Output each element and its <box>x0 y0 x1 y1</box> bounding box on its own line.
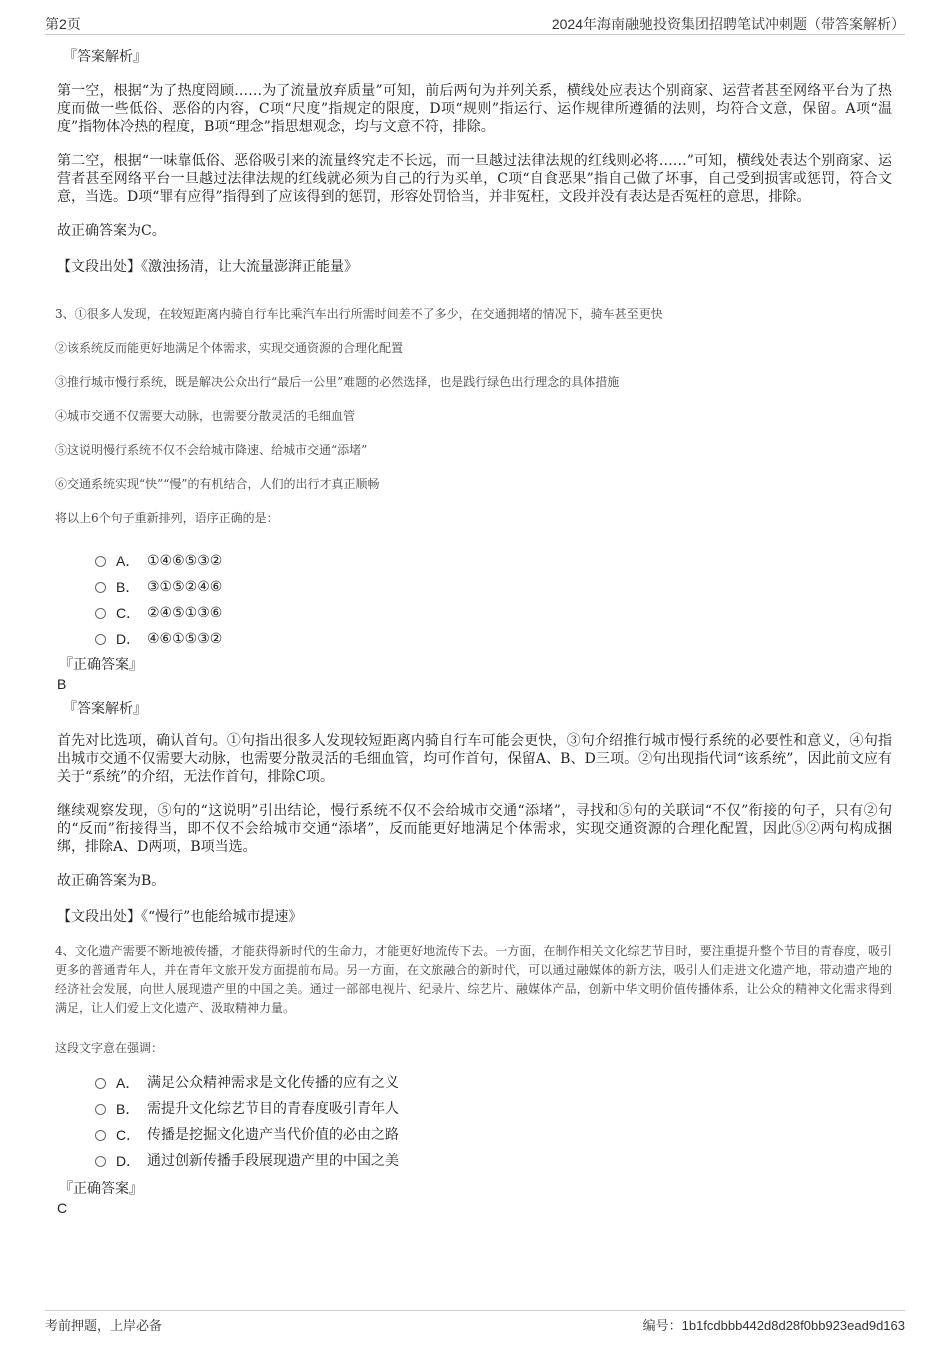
q4-option-b[interactable]: B． 需提升文化综艺节目的青春度吸引青年人 <box>95 1096 892 1122</box>
q3-analysis-label: 『答案解析』 <box>63 701 147 717</box>
q4-options <box>95 1070 892 1174</box>
page-footer <box>45 1310 905 1337</box>
q3-answer: B <box>57 676 67 692</box>
q4-option-a[interactable]: A． 满足公众精神需求是文化传播的应有之义 <box>95 1070 892 1096</box>
q3-sentence: ⑥交通系统实现“快”“慢”的有机结合，人们的出行才真正顺畅 <box>55 477 380 491</box>
q3-sentence: ④城市交通不仅需要大动脉，也需要分散灵活的毛细血管 <box>55 409 356 423</box>
q3-sentence: ②该系统反而能更好地满足个体需求，实现交通资源的合理化配置 <box>55 341 404 355</box>
q3-answer-label: 『正确答案』 <box>59 657 143 673</box>
q3-source: 【文段出处】《“慢行”也能给城市提速》 <box>57 909 303 925</box>
q3-conclusion: 故正确答案为B。 <box>57 873 166 889</box>
q2-conclusion: 故正确答案为C。 <box>57 223 166 239</box>
radio-icon[interactable] <box>95 582 106 593</box>
q3-question: 将以上6个句子重新排列，语序正确的是： <box>55 511 279 525</box>
radio-icon[interactable] <box>95 608 106 619</box>
q3-option-d[interactable]: D． ④⑥①⑤③② <box>95 626 892 652</box>
radio-icon[interactable] <box>95 1156 106 1167</box>
q2-analysis-paragraph: 第二空，根据“一味靠低俗、恶俗吸引来的流量终究走不长远，而一旦越过法律法规的红线则必将……”可知，横线处表达个别商家、运营者甚至网络平台一旦越过法律法规的红线就必须为自己的行为买单，C项“自食恶果”指自己做了坏事，自己受到损害或惩罚，符合文意，当选。D项“罪有应得”指得到了应该得到的惩罚，形容处罚恰当，并非冤枉，文段并没有表达是否冤枉的意思，排除。 <box>57 153 892 205</box>
radio-icon[interactable] <box>95 1078 106 1089</box>
document-title: 2024年海南融驰投资集团招聘笔试冲刺题（带答案解析） <box>551 16 905 32</box>
q3-sentence: ③推行城市慢行系统，既是解决公众出行“最后一公里”难题的必然选择，也是践行绿色出行理念的具体措施 <box>55 375 620 389</box>
q4-option-d[interactable]: D． 通过创新传播手段展现遗产里的中国之美 <box>95 1148 892 1174</box>
q2-source: 【文段出处】《激浊扬清，让大流量澎湃正能量》 <box>57 259 358 275</box>
main-content <box>57 46 892 1222</box>
q3-sentence: ⑤这说明慢行系统不仅不会给城市降速、给城市交通“添堵” <box>55 443 368 457</box>
q4-answer: C <box>57 1200 68 1216</box>
q3-stem: 3、①很多人发现，在较短距离内骑自行车比乘汽车出行所需时间差不了多少，在交通拥堵的情况下，骑车甚至更快 <box>55 307 663 321</box>
q3-option-b[interactable]: B． ③①⑤②④⑥ <box>95 574 892 600</box>
q4-stem: 4、文化遗产需要不断地被传播，才能获得新时代的生命力，才能更好地流传下去。一方面，在制作相关文化综艺节目时，要注重提升整个节目的青春度，吸引更多的普通青年人，并在青年文旅开发方面提前布局。另一方面，在文旅融合的新时代，可以通过融媒体的新方法，吸引人们走进文化遗产地，带动遗产地的经济社会发展，向世人展现遗产里的中国之美。通过一部部电视片、纪录片、综艺片、融媒体产品，创新中华文明价值传播体系，让公众的精神文化需求得到满足，让人们爱上文化遗产、汲取精神力量。 <box>55 944 892 1015</box>
document-code: 编号：1b1fcdbbb442d8d28f0bb923ead9d163 <box>642 1318 905 1333</box>
q2-analysis-paragraph: 第一空，根据“为了热度罔顾……为了流量放弃质量”可知，前后两句为并列关系，横线处应表达个别商家、运营者甚至网络平台为了热度而做一些低俗、恶俗的内容，C项“尺度”指规定的限度，D项“规则”指运行、运作规律所遵循的法则，均符合文意，保留。A项“温度”指物体冷热的程度，B项“理念”指思想观念，均与文意不符，排除。 <box>57 83 892 135</box>
q4-question: 这段文字意在强调： <box>55 1041 164 1055</box>
q4-option-c[interactable]: C． 传播是挖掘文化遗产当代价值的必由之路 <box>95 1122 892 1148</box>
radio-icon[interactable] <box>95 1104 106 1115</box>
radio-icon[interactable] <box>95 1130 106 1141</box>
q2-analysis-label: 『答案解析』 <box>63 49 147 65</box>
q3-option-c[interactable]: C． ②④⑤①③⑥ <box>95 600 892 626</box>
q4-answer-label: 『正确答案』 <box>59 1181 143 1197</box>
q3-analysis-paragraph: 首先对比选项，确认首句。①句指出很多人发现较短距离内骑自行车可能会更快，③句介绍推行城市慢行系统的必要性和意义，④句指出城市交通不仅需要大动脉，也需要分散灵活的毛细血管，均可作首句，保留A、B、D三项。②句出现指代词“该系统”，因此前文应有关于“系统”的介绍，无法作首句，排除C项。 <box>57 733 892 785</box>
footer-slogan: 考前押题，上岸必备 <box>45 1318 163 1333</box>
q3-analysis-paragraph: 继续观察发现，⑤句的“这说明”引出结论，慢行系统不仅不会给城市交通“添堵”，寻找和⑤句的关联词“不仅”衔接的句子，只有②句的“反而”衔接得当，即不仅不会给城市交通“添堵”，反而能更好地满足个体需求，实现交通资源的合理化配置，因此⑤②两句构成捆绑，排除A、D两项，B项当选。 <box>57 803 892 855</box>
radio-icon[interactable] <box>95 556 106 567</box>
page-header <box>45 12 905 35</box>
q3-options <box>95 548 892 652</box>
radio-icon[interactable] <box>95 634 106 645</box>
page-number: 第2页 <box>45 16 81 32</box>
q3-option-a[interactable]: A． ①④⑥⑤③② <box>95 548 892 574</box>
